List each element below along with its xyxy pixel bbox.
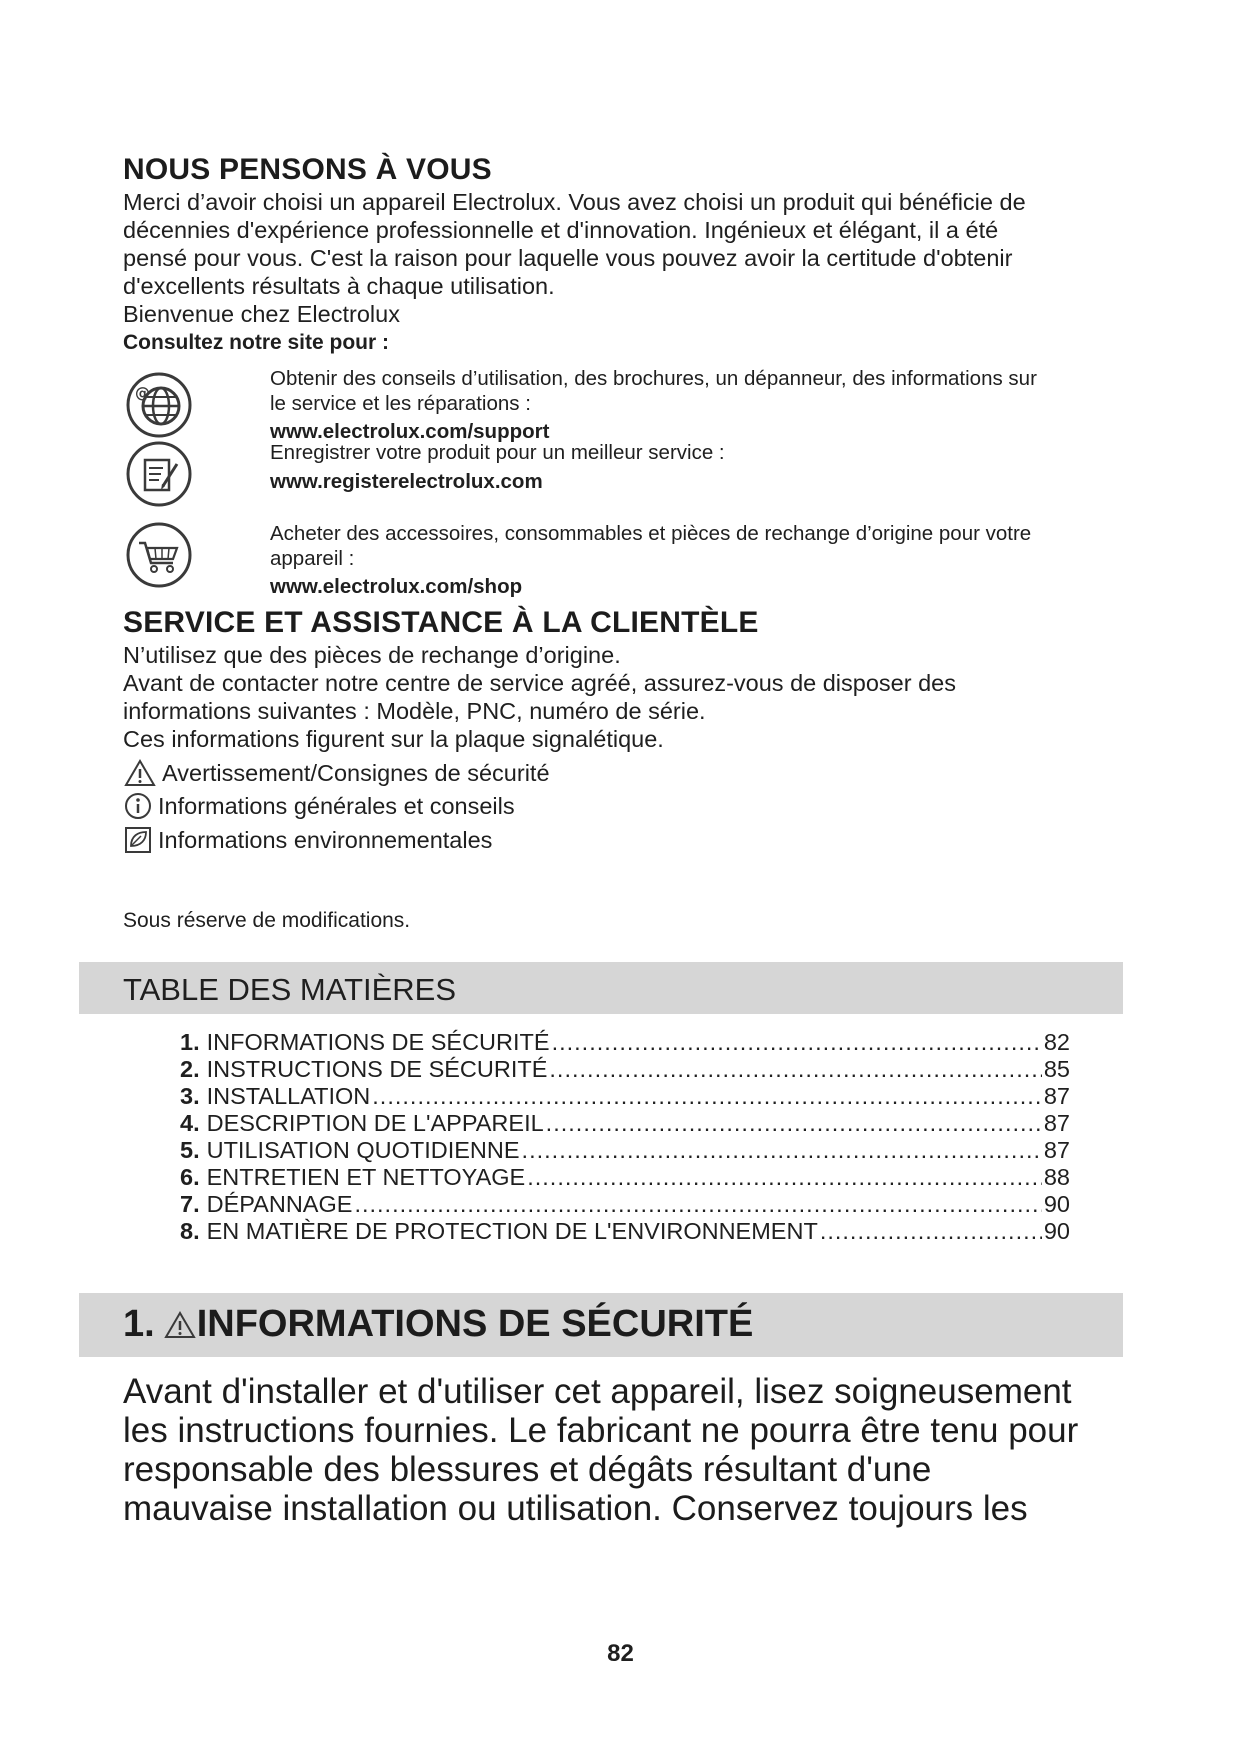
toc-item[interactable]	[180, 1218, 1070, 1246]
toc-item-title: UTILISATION QUOTIDIENNE	[206, 1137, 520, 1163]
toc-item-title: DÉPANNAGE	[206, 1191, 353, 1217]
toc-item-title: ENTRETIEN ET NETTOYAGE	[206, 1164, 526, 1190]
service-text	[270, 440, 1120, 494]
toc-item-page: 90	[1043, 1191, 1070, 1217]
toc-leader	[522, 1137, 1042, 1164]
safety-number: 1.	[123, 1303, 155, 1345]
toc-item-number: 4.	[180, 1110, 200, 1136]
intro-line: décennies d'expérience professionnelle et d'innovation. Ingénieux et élégant, il a été	[123, 217, 999, 243]
toc-item-page: 82	[1043, 1029, 1070, 1055]
toc-leader	[820, 1218, 1042, 1245]
toc-item-page: 87	[1043, 1110, 1070, 1136]
intro-line: Merci d’avoir choisi un appareil Electrolux. Vous avez choisi un produit qui bénéficie de	[123, 189, 1026, 215]
legend-label: Avertissement/Consignes de sécurité	[162, 759, 550, 786]
toc-item-page: 88	[1043, 1164, 1070, 1190]
toc-item-page: 90	[1043, 1218, 1070, 1244]
register-icon	[125, 440, 193, 508]
toc-title: TABLE DES MATIÈRES	[123, 972, 457, 1007]
toc-leader	[552, 1029, 1042, 1056]
intro-heading: NOUS PENSONS À VOUS	[123, 153, 492, 186]
warning-icon	[163, 1310, 197, 1340]
intro-line: d'excellents résultats à chaque utilisation.	[123, 273, 555, 299]
toc-leader	[546, 1110, 1042, 1137]
safety-title: INFORMATIONS DE SÉCURITÉ	[196, 1303, 754, 1345]
toc-leader	[527, 1164, 1042, 1191]
service-desc: Obtenir des conseils d’utilisation, des brochures, un dépanneur, des informations sur	[270, 367, 1037, 390]
register-link[interactable]: www.registerelectrolux.com	[270, 470, 543, 493]
toc-item-title: EN MATIÈRE DE PROTECTION DE L'ENVIRONNEMENT	[206, 1218, 818, 1244]
modification-note: Sous réserve de modifications.	[123, 909, 411, 932]
intro-line: pensé pour vous. C'est la raison pour laquelle vous pouvez avoir la certitude d'obtenir	[123, 245, 1013, 271]
safety-line: les instructions fournies. Le fabricant ne pourra être tenu pour	[123, 1411, 1079, 1450]
service-row-support	[125, 366, 1115, 443]
toc-item-number: 5.	[180, 1137, 200, 1163]
toc-header-band	[79, 962, 1123, 1014]
toc-item-page: 85	[1043, 1056, 1070, 1082]
toc-item-number: 8.	[180, 1218, 200, 1244]
service-line: Ces informations figurent sur la plaque signalétique.	[123, 726, 664, 752]
service-desc: Enregistrer votre produit pour un meilleur service :	[270, 441, 725, 464]
page-number: 82	[607, 1640, 634, 1667]
service-desc: appareil :	[270, 547, 355, 570]
toc-item-number: 3.	[180, 1083, 200, 1109]
service-row-shop	[125, 521, 1115, 601]
service-text	[270, 366, 1120, 444]
toc-item[interactable]	[180, 1164, 1070, 1192]
cart-icon	[125, 521, 193, 589]
safety-line: responsable des blessures et dégâts résultant d'une	[123, 1450, 932, 1489]
warning-icon	[124, 759, 156, 787]
toc-leader	[354, 1191, 1041, 1218]
globe-icon	[125, 371, 193, 439]
toc-item-title: INFORMATIONS DE SÉCURITÉ	[206, 1029, 550, 1055]
toc-item[interactable]	[180, 1191, 1070, 1219]
toc-item[interactable]	[180, 1029, 1070, 1057]
service-desc: Acheter des accessoires, consommables et pièces de rechange d’origine pour votre	[270, 522, 1032, 545]
legend-warning	[124, 757, 550, 789]
toc-item-title: INSTALLATION	[206, 1083, 371, 1109]
safety-body	[123, 1372, 1133, 1528]
toc-item-number: 2.	[180, 1056, 200, 1082]
safety-line: Avant d'installer et d'utiliser cet appareil, lisez soigneusement	[123, 1372, 1072, 1411]
service-row-register	[125, 440, 1115, 515]
svg-text:@: @	[135, 384, 150, 402]
toc-item-number: 7.	[180, 1191, 200, 1217]
service-line: informations suivantes : Modèle, PNC, numéro de série.	[123, 698, 706, 724]
toc-leader	[372, 1083, 1042, 1110]
leaf-icon	[124, 826, 152, 854]
toc-item-number: 1.	[180, 1029, 200, 1055]
toc-item-page: 87	[1043, 1137, 1070, 1163]
toc-item[interactable]	[180, 1083, 1070, 1111]
legend-info	[124, 790, 515, 822]
toc-item-page: 87	[1043, 1083, 1070, 1109]
toc-item[interactable]	[180, 1137, 1070, 1165]
legend-label: Informations générales et conseils	[158, 792, 515, 819]
toc-item-number: 6.	[180, 1164, 200, 1190]
toc-item-title: DESCRIPTION DE L'APPAREIL	[206, 1110, 544, 1136]
service-line: Avant de contacter notre centre de service agréé, assurez-vous de disposer des	[123, 670, 956, 696]
toc-item-title: INSTRUCTIONS DE SÉCURITÉ	[206, 1056, 548, 1082]
service-text	[270, 521, 1120, 599]
info-icon	[124, 792, 152, 820]
shop-link[interactable]: www.electrolux.com/shop	[270, 575, 523, 598]
service-heading: SERVICE ET ASSISTANCE À LA CLIENTÈLE	[123, 606, 759, 639]
site-label: Consultez notre site pour :	[123, 331, 390, 354]
service-desc: le service et les réparations :	[270, 392, 531, 415]
safety-heading	[123, 1303, 753, 1346]
service-line: N’utilisez que des pièces de rechange d’origine.	[123, 642, 621, 668]
legend-label: Informations environnementales	[158, 826, 493, 853]
toc-item[interactable]	[180, 1056, 1070, 1084]
safety-line: mauvaise installation ou utilisation. Conservez toujours les	[123, 1489, 1028, 1528]
toc-leader	[549, 1056, 1041, 1083]
support-link[interactable]: www.electrolux.com/support	[270, 420, 550, 443]
safety-header-band	[79, 1293, 1123, 1357]
intro-body	[123, 188, 1123, 358]
toc-item[interactable]	[180, 1110, 1070, 1138]
welcome-line: Bienvenue chez Electrolux	[123, 301, 400, 327]
service-body	[123, 641, 1123, 753]
legend-environment	[124, 824, 492, 856]
